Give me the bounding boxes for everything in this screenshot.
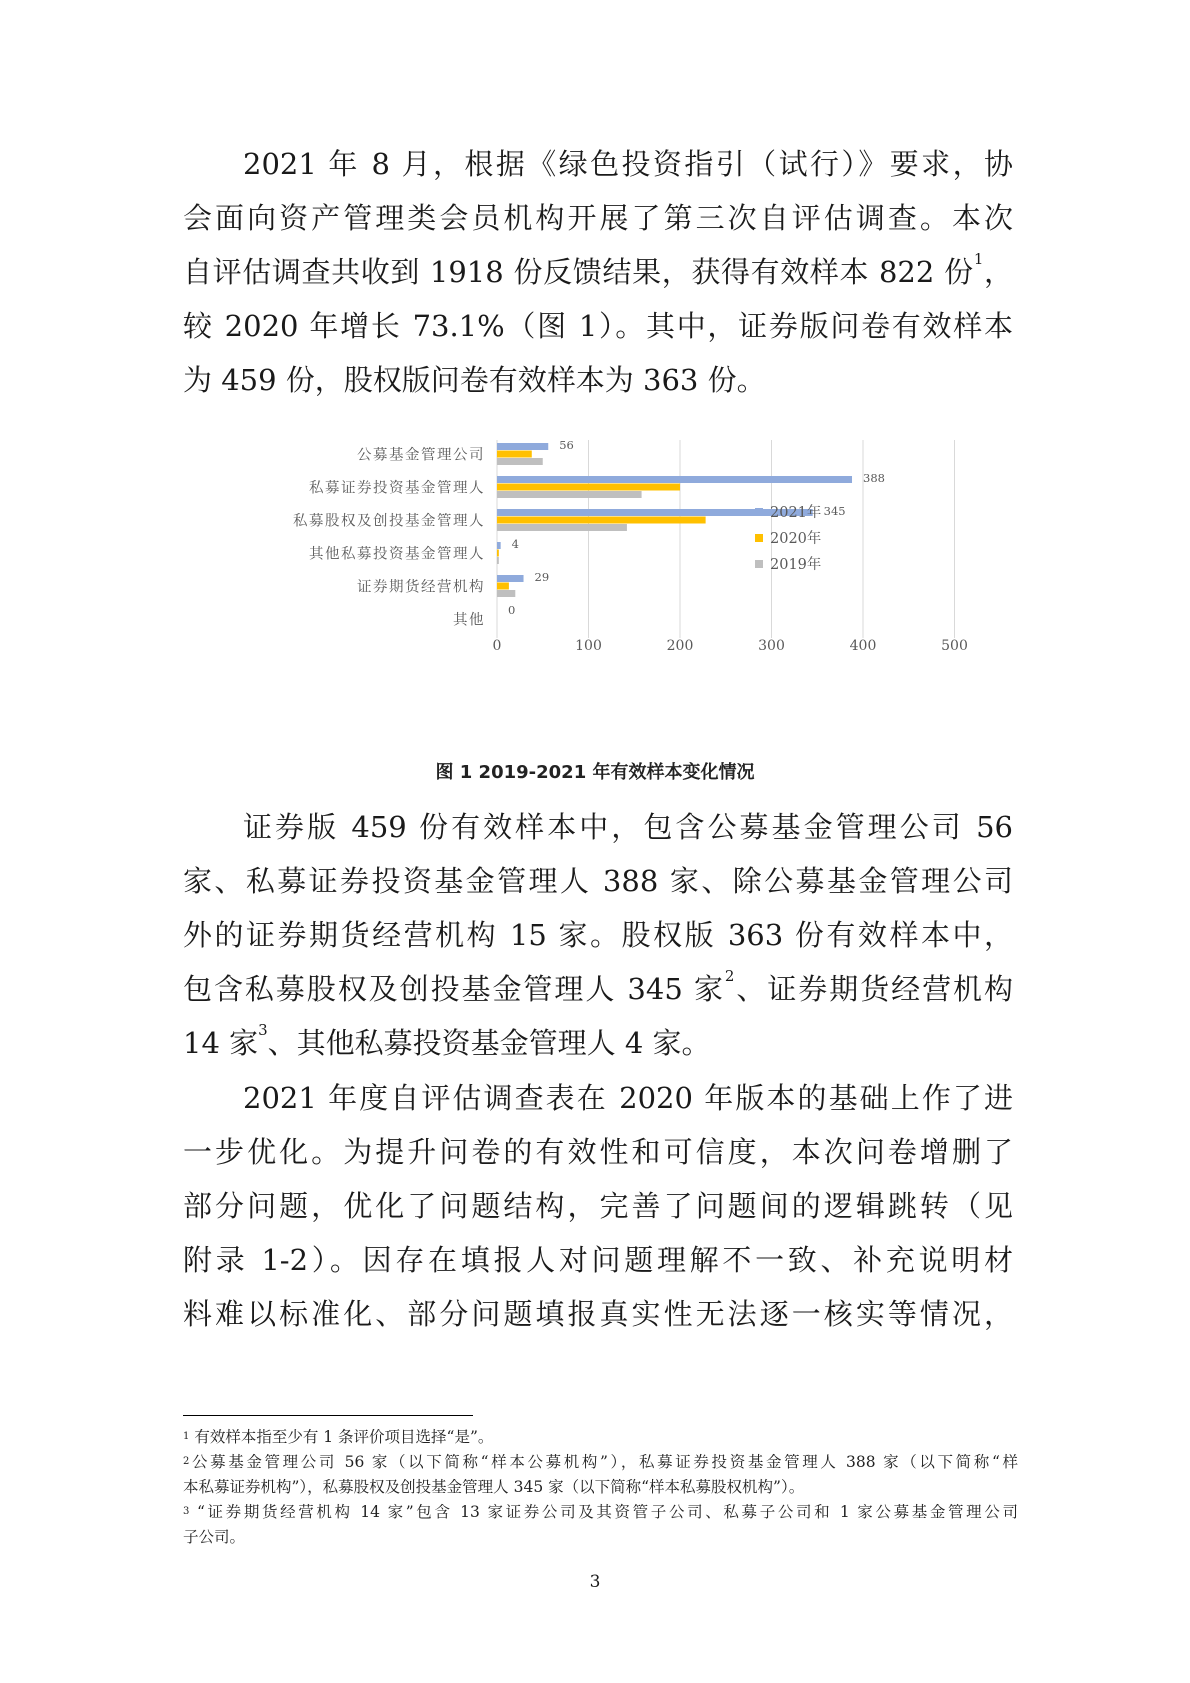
category-label: 私募股权及创投基金管理人 [293, 513, 485, 530]
category-label: 私募证券投资基金管理人 [309, 480, 485, 497]
paragraph-line: 14 家$^3$、其他私募投资基金管理人 4 家。 [183, 1021, 711, 1060]
paragraph-line: 部分问题，优化了问题结构，完善了问题间的逻辑跳转（见 [183, 1189, 1013, 1223]
data-label: 388 [863, 471, 885, 485]
footnotes [183, 1425, 1018, 1550]
data-label: 345 [823, 504, 846, 518]
data-label: 0 [508, 603, 516, 617]
category-label: 其他 [453, 612, 485, 629]
bar-2021年 [497, 443, 548, 450]
paragraph-line: 家、私募证券投资基金管理人 388 家、除公募基金管理公司 [183, 864, 1013, 898]
paragraph-line: 外的证券期货经营机构 15 家。股权版 363 份有效样本中， [183, 918, 1013, 952]
footnote-3-cont: 子公司。 [183, 1528, 246, 1546]
category-label: 公募基金管理公司 [357, 447, 485, 464]
footnote-3: $^3$ “证券期货经营机构 14 家”包含 13 家证券公司及其资管子公司、私募子公司和 1 家公募基金管理公司 [183, 1503, 1018, 1521]
paragraph-line: 一步优化。为提升问卷的有效性和可信度，本次问卷增删了 [183, 1135, 1013, 1169]
paragraph-line: 自评估调查共收到 1918 份反馈结果，获得有效样本 822 份$^1$， [183, 250, 1013, 289]
bar-chart [270, 438, 968, 708]
x-tick-label: 300 [758, 638, 785, 654]
x-tick-label: 400 [849, 638, 877, 654]
bar-2021年 [497, 509, 813, 516]
x-tick-label: 0 [492, 638, 502, 654]
legend-swatch [755, 534, 763, 542]
paragraph-line: 会面向资产管理类会员机构开展了第三次自评估调查。本次 [183, 201, 1013, 235]
bar-2020年 [497, 484, 680, 491]
bar-2019年 [497, 458, 543, 465]
footnote-ref[interactable]: 2 [724, 967, 735, 985]
page-number: 3 [589, 1572, 601, 1592]
paragraph-line: 料难以标准化、部分问题填报真实性无法逐一核实等情况， [183, 1297, 1013, 1331]
figure-caption: 图 1 2019-2021 年有效样本变化情况 [435, 762, 755, 783]
footnote-divider [183, 1415, 473, 1416]
legend-swatch [755, 508, 763, 516]
x-tick-label: 500 [941, 638, 968, 654]
footnote-2: $^2$公募基金管理公司 56 家（以下简称“样本公募机构”），私募证券投资基金管理人 388 家（以下简称“样 [183, 1453, 1018, 1471]
footnote-2-cont: 本私募证券机构”），私募股权及创投基金管理人 345 家（以下简称“样本私募股权机构”）。 [183, 1478, 805, 1496]
x-tick-labels [493, 638, 968, 654]
data-label: 56 [559, 438, 574, 452]
x-tick-label: 200 [666, 638, 694, 654]
bar-2019年 [497, 524, 627, 531]
bar-2020年 [497, 583, 509, 590]
category-label: 证券期货经营机构 [357, 579, 485, 596]
paragraph-1 [183, 137, 1013, 407]
paragraph-3 [183, 1071, 1013, 1341]
bar-2021年 [497, 476, 852, 483]
x-tick-label: 100 [575, 638, 602, 654]
paragraph-line: 较 2020 年增长 73.1%（图 1）。其中，证券版问卷有效样本 [183, 309, 1013, 343]
data-label: 29 [534, 570, 550, 584]
legend-label: 2021年 [770, 505, 822, 521]
bar-2020年 [497, 550, 499, 557]
legend-swatch [755, 560, 763, 568]
bar-2019年 [497, 590, 515, 597]
category-labels [293, 446, 485, 629]
paragraph-line: 2021 年 8 月，根据《绿色投资指引（试行）》要求，协 [243, 147, 1013, 181]
paragraph-line: 包含私募股权及创投基金管理人 345 家$^2$、证券期货经营机构 [183, 967, 1013, 1006]
footnote-ref[interactable]: 3 [258, 1021, 268, 1039]
chart-gridlines [497, 440, 955, 638]
paragraph-line: 2021 年度自评估调查表在 2020 年版本的基础上作了进 [243, 1081, 1013, 1115]
bar-2019年 [497, 491, 642, 498]
data-label: 4 [511, 537, 519, 551]
legend-label: 2020年 [770, 531, 822, 547]
paragraph-line: 附录 1-2）。因存在填报人对问题理解不一致、补充说明材 [183, 1243, 1013, 1277]
legend-label: 2019年 [770, 557, 822, 573]
bar-2021年 [497, 542, 501, 549]
bar-2021年 [497, 575, 524, 582]
paragraph-line: 为 459 份，股权版问卷有效样本为 363 份。 [183, 363, 766, 397]
paragraph-2 [183, 800, 1013, 1070]
footnote-ref[interactable]: 1 [973, 250, 984, 268]
bar-2020年 [497, 451, 532, 458]
paragraph-line: 证券版 459 份有效样本中，包含公募基金管理公司 56 [243, 810, 1013, 844]
bar-2020年 [497, 517, 706, 524]
category-label: 其他私募投资基金管理人 [309, 546, 485, 563]
footnote-1: $^1$ 有效样本指至少有 1 条评价项目选择“是”。 [183, 1428, 494, 1446]
bar-2019年 [497, 557, 499, 564]
